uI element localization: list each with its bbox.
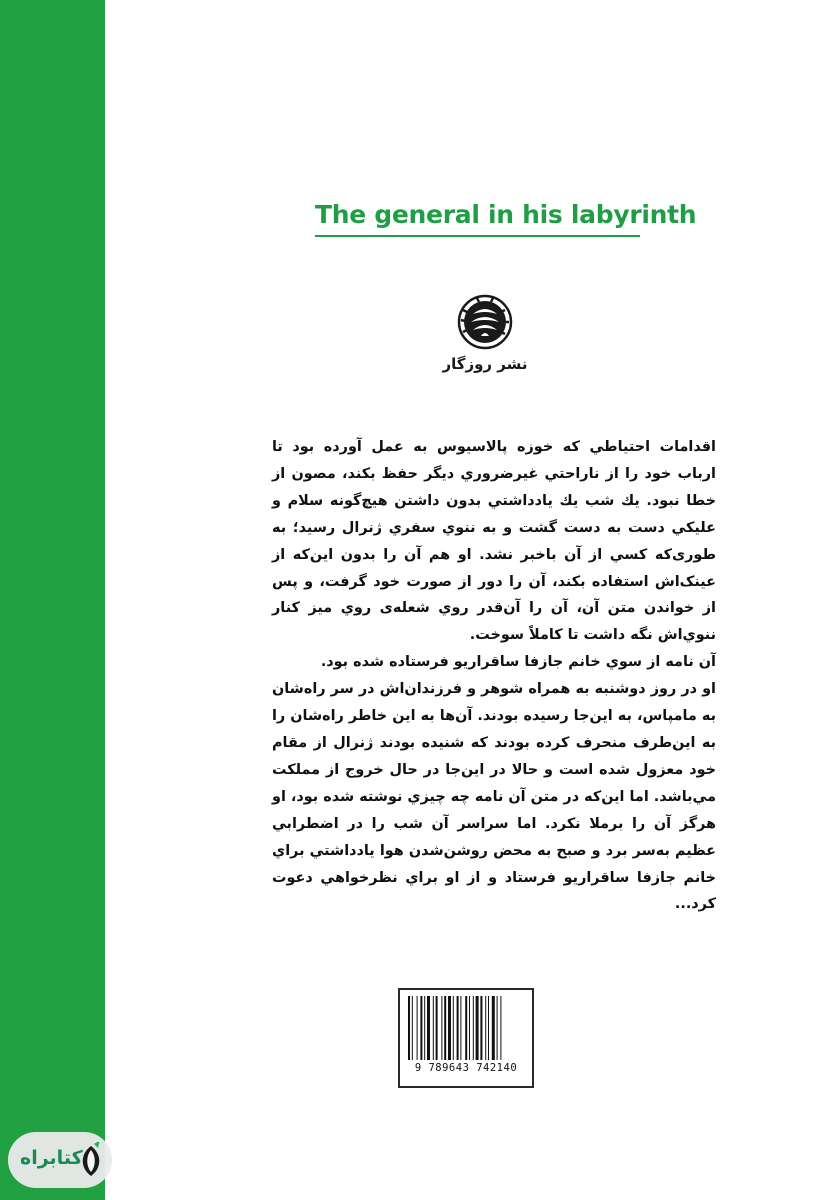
- green-spine-band: [0, 0, 105, 1200]
- ketabrah-watermark: [8, 1132, 112, 1188]
- leaf-icon: [78, 1142, 104, 1178]
- back-cover-blurb: [272, 434, 716, 918]
- book-title: The general in his labyrinth: [315, 200, 697, 229]
- blurb-paragraph-3: او در روز دوشنبه به همراه شوهر و فرزندان‌اش در سر راه‌شان به مامپاس، به این‌جا رسيده بودند. آن‌ها به این خاطر راه‌شان را به این‌طرف منحرف كرده بودند كه شنيده بودند ژنرال از مقام خود معزول شده است و حالا در اين‌جا در حال خروج از مملكت مي‌باشد. اما این‌که در متن آن نامه چه چيزي نوشته شده بود، او هرگز آن را برملا نكرد. اما سراسر آن شب را در اضطرابي عظيم به‌سر برد و صبح به محض روشن‌شدن هوا يادداشتي براي خانم جازفا ساقراريو فرستاد و از او براي نظرخواهي دعوت كرد...: [272, 681, 716, 913]
- blurb-paragraph-2: آن نامه از سوي خانم جازفا ساقراريو فرستاده شده بود.: [320, 654, 716, 671]
- barcode: [398, 988, 534, 1088]
- blurb-paragraph-1: اقدامات احتياطي كه خوزه پالاسيوس به عمل آورده بود تا ارباب خود را از ناراحتي غيرضروري ديگر حفظ بكند، مصون از خطا نبود. يك شب يك يادداشتي بدون داشتن هيچ‌گونه سلام و عليكي دست به دست گشت و به ننوي سفري ژنرال رسيد؛ به طوری‌كه كسي از آن باخبر نشد. او هم آن را بدون این‌که از عینک‌اش استفاده بکند، آن را دور از صورت خود گرفت، و پس از خواندن متن آن، آن را آن‌قدر روي شعله‌ی روي ميز كنار ننوي‌اش نگه داشت تا كاملاً سوخت.: [272, 439, 716, 644]
- isbn-number: 9 789643 742140: [414, 1062, 518, 1074]
- publisher-logo-icon: [455, 292, 515, 352]
- barcode-bars-icon: [408, 996, 522, 1060]
- title-underline: [315, 235, 640, 237]
- watermark-label: کتابراه: [20, 1147, 83, 1169]
- publisher-name: نشر روزگار: [442, 355, 528, 373]
- title-block: [315, 200, 697, 237]
